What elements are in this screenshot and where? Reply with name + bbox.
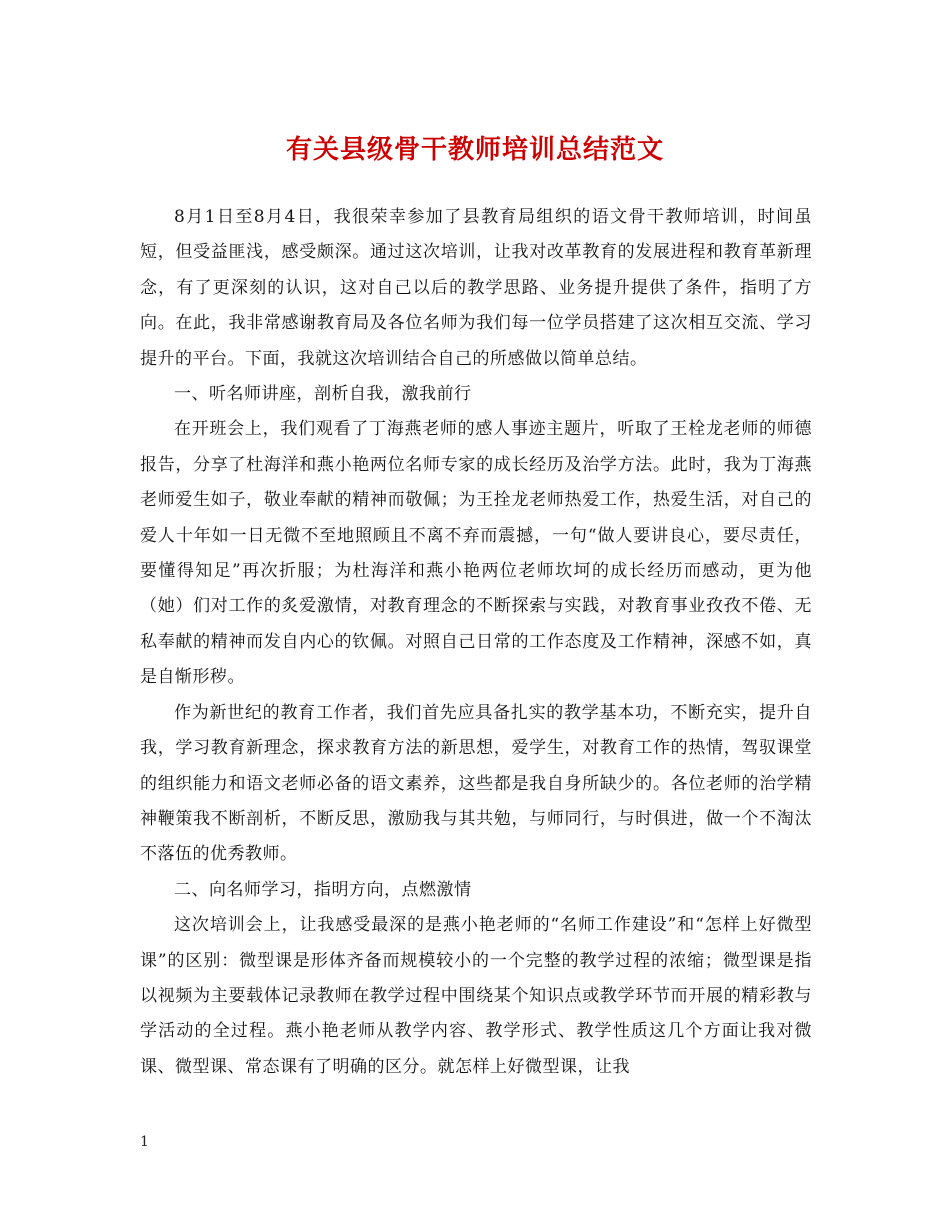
paragraph-section-2-a: 这次培训会上，让我感受最深的是燕小艳老师的“名师工作建设”和“怎样上好微型课”的区别：微型课是形体齐备而规模较小的一个完整的教学过程的浓缩；微型课是指以视频为主要载体记录教师在教学过程中围绕某个知识点或教学环节而开展的精彩教与学活动的全过程。燕小艳老师从教学内容、教学形式、教学性质这几个方面让我对微课、微型课、常态课有了明确的区分。就怎样上好微型课，让我 [140, 915, 812, 1077]
document-title: 有关县级骨干教师培训总结范文 [285, 135, 664, 165]
paragraph-intro: 8月1日至8月4日，我很荣幸参加了县教育局组织的语文骨干教师培训，时间虽短，但受益匪浅，感受颇深。通过这次培训，让我对改革教育的发展进程和教育革新理念，有了更深刻的认识，这对自己以后的教学思路、业务提升提供了条件，指明了方向。在此，我非常感谢教育局及各位名师为我们每一位学员搭建了这次相互交流、学习提升的平台。下面，我就这次培训结合自己的所感做以简单总结。 [140, 207, 812, 369]
section-heading-2: 二、向名师学习，指明方向，点燃激情 [174, 879, 472, 900]
section-heading-1: 一、听名师讲座，剖析自我，激我前行 [174, 384, 472, 405]
document-body [140, 200, 812, 1085]
paragraph-section-1-b: 作为新世纪的教育工作者，我们首先应具备扎实的教学基本功，不断充实，提升自我，学习教育新理念，探求教育方法的新思想，爱学生，对教育工作的热情，驾驭课堂的组织能力和语文老师必备的语文素养，这些都是我自身所缺少的。各位老师的治学精神鞭策我不断剖析，不断反思，激励我与其共勉，与师同行，与时俱进，做一个不淘汰不落伍的优秀教师。 [140, 702, 812, 865]
paragraph-section-1-a: 在开班会上，我们观看了丁海燕老师的感人事迹主题片，听取了王栓龙老师的师德报告，分享了杜海洋和燕小艳两位名师专家的成长经历及治学方法。此时，我为丁海燕老师爱生如子，敬业奉献的精神而敬佩；为王拴龙老师热爱工作，热爱生活，对自己的爱人十年如一日无微不至地照顾且不离不弃而震撼，一句“做人要讲良心，要尽责任，要懂得知足”再次折服；为杜海洋和燕小艳两位老师坎坷的成长经历而感动，更为他（她）们对工作的炙爱激情，对教育理念的不断探索与实践，对教育事业孜孜不倦、无私奉献的精神而发自内心的钦佩。对照自己日常的工作态度及工作精神，深感不如，真是自惭形秽。 [140, 419, 812, 688]
page-number: 1 [140, 1134, 149, 1150]
